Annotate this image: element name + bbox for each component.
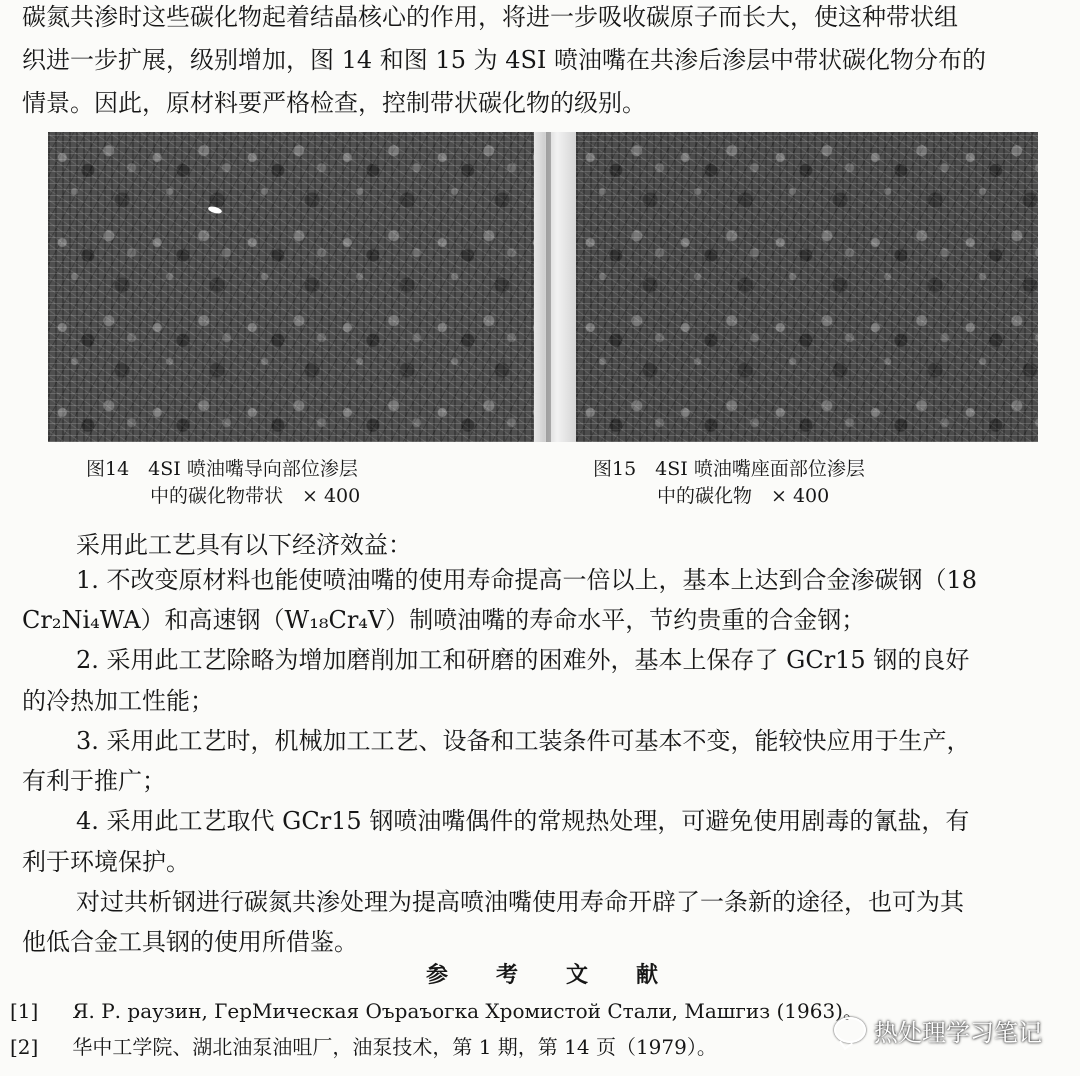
reference-text: Я. Р. раузин, ГерМическая Оъраъогка Хромистой Стали, Машгиз (1963)。 xyxy=(72,999,863,1023)
body-text-line: 碳氮共渗时这些碳化物起着结晶核心的作用，将进一步吸收碳原子而长大，使这种带状组 xyxy=(22,3,958,31)
figure-15-caption-line: 图15 4SI 喷油嘴座面部位渗层 xyxy=(593,458,865,480)
body-text-line: 织进一步扩展，级别增加，图 14 和图 15 为 4SI 喷油嘴在共渗后渗层中带状碳化物分布的 xyxy=(22,46,987,74)
benefits-intro: 采用此工艺具有以下经济效益： xyxy=(76,531,412,559)
benefit-line: 4. 采用此工艺取代 GCr15 钢喷油嘴偶件的常规热处理，可避免使用剧毒的氰盐，有 xyxy=(76,807,970,835)
reference-number: [1] xyxy=(10,999,39,1023)
benefit-line: 有利于推广； xyxy=(22,767,166,795)
figure-15-caption xyxy=(593,456,1023,510)
benefit-line: 的冷热加工性能； xyxy=(22,687,214,715)
reference-text: 华中工学院、湖北油泵油咀厂，油泵技术，第 1 期，第 14 页（1979）。 xyxy=(72,1035,717,1059)
figure-14-caption-line: 图14 4SI 喷油嘴导向部位渗层 xyxy=(86,458,358,480)
reference-number: [2] xyxy=(10,1035,39,1059)
references-title: 参考文献 xyxy=(426,962,707,988)
conclusion-line: 对过共析钢进行碳氮共渗处理为提高喷油嘴使用寿命开辟了一条新的途径，也可为其 xyxy=(76,888,964,916)
figure-14-caption-line: 中的碳化物带状 × 400 xyxy=(150,485,361,507)
figure-14-caption xyxy=(86,456,506,510)
benefit-line: 3. 采用此工艺时，机械加工工艺、设备和工装条件可基本不变，能较快应用于生产， xyxy=(76,727,971,755)
body-text-line: 情景。因此，原材料要严格检查，控制带状碳化物的级别。 xyxy=(22,89,646,117)
benefit-line: 2. 采用此工艺除略为增加磨削加工和研磨的困难外，基本上保存了 GCr15 钢的良好 xyxy=(76,646,970,674)
watermark xyxy=(834,1012,1060,1048)
figure-15-caption-line: 中的碳化物 × 400 xyxy=(657,485,830,507)
chat-icon xyxy=(834,1017,866,1043)
watermark-text: 热处理学习笔记 xyxy=(874,1018,1042,1047)
micrograph-figure-area xyxy=(48,132,1038,442)
conclusion-line: 他低合金工具钢的使用所借鉴。 xyxy=(22,928,358,956)
figure-divider xyxy=(534,132,576,442)
figure-14-micrograph xyxy=(48,132,534,442)
benefit-line: 1. 不改变原材料也能使喷油嘴的使用寿命提高一倍以上，基本上达到合金渗碳钢（18 xyxy=(76,566,978,594)
benefit-line: Cr₂Ni₄WA）和高速钢（W₁₈Cr₄V）制喷油嘴的寿命水平，节约贵重的合金钢； xyxy=(22,606,866,634)
benefit-line: 利于环境保护。 xyxy=(22,848,190,876)
figure-15-micrograph xyxy=(576,132,1038,442)
